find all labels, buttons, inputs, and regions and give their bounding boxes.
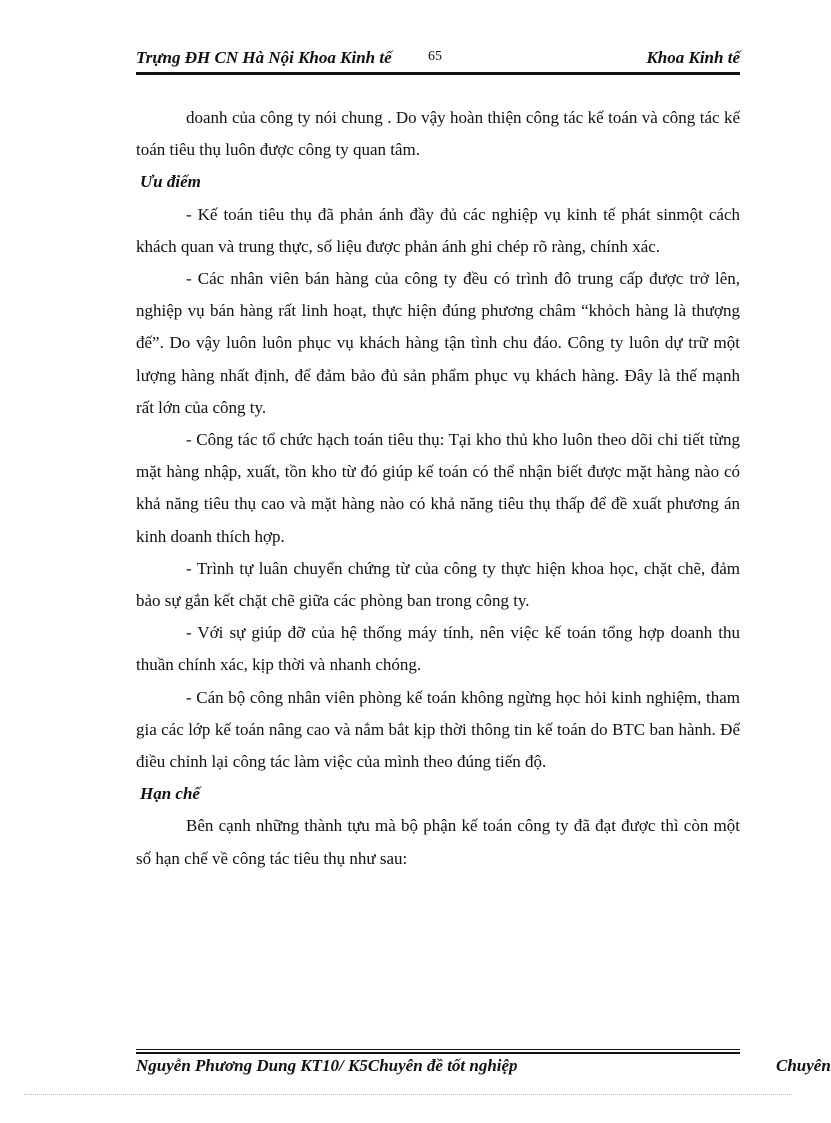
- paragraph: - Các nhân viên bán hàng của công ty đều có trình đô trung cấp được trở lên, nghiệp vụ bán hàng rất linh hoạt, thực hiện đúng phương châm “khỏch hàng là thượng đế”. Do vậy luôn luôn phục vụ khách hàng tận tình chu đáo. Công ty luôn dự trữ một lượng hàng nhất định, để đảm bảo đủ sản phẩm phục vụ khách hàng. Đây là thế mạnh rất lớn của công ty.: [136, 269, 740, 417]
- paragraph: - Cán bộ công nhân viên phòng kế toán không ngừng học hỏi kinh nghiệm, tham gia các lớp kế toán nâng cao và nắm bắt kịp thời thông tin kế toán do BTC ban hành. Để điều chỉnh lại công tác làm việc của mình theo đúng tiến độ.: [136, 687, 740, 772]
- document-body: [136, 102, 740, 875]
- footer-author: Nguyễn Phương Dung KT10/ K5Chuyên đề tốt nghiệp: [136, 1056, 518, 1075]
- page-header: [136, 48, 740, 72]
- paragraph: - Kế toán tiêu thụ đã phản ánh đầy đủ các nghiệp vụ kinh tế phát sinmột cách khách quan và trung thực, số liệu được phản ánh ghi chép rõ ràng, chính xác.: [136, 204, 740, 256]
- paragraph: - Trình tự luân chuyển chứng từ của công ty thực hiện khoa học, chặt chẽ, đảm bảo sự gắn kết chặt chẽ giữa các phòng ban trong công ty.: [136, 558, 740, 611]
- paragraph: - Công tác tổ chức hạch toán tiêu thụ: Tại kho thủ kho luôn theo dõi chi tiết từng mặt hàng nhập, xuất, tồn kho từ đó giúp kế toán có thể nhận biết được mặt hàng nào có khả năng tiêu thụ cao và mặt hàng nào có khả năng tiêu thụ thấp để đề xuất phương án kinh doanh thích hợp.: [136, 430, 740, 546]
- section-heading: Hạn chế: [140, 784, 200, 804]
- section-heading: Ưu điểm: [140, 172, 201, 192]
- page-number: 65: [428, 49, 442, 64]
- header-school: Trựng ĐH CN Hà Nội Khoa Kinh tế: [136, 48, 392, 67]
- paragraph: - Với sự giúp đỡ của hệ thống máy tính, nên việc kế toán tổng hợp doanh thu thuần chính xác, kịp thời và nhanh chóng.: [136, 623, 740, 675]
- header-department: Khoa Kinh tế: [646, 48, 740, 67]
- paragraph: Bên cạnh những thành tựu mà bộ phận kế toán công ty đã đạt được thì còn một số hạn chế về công tác tiêu thụ như sau:: [136, 816, 740, 868]
- page-edge-divider: [24, 1094, 792, 1095]
- footer-title-cut: Chuyên: [776, 1056, 831, 1075]
- header-rule: [136, 72, 740, 75]
- footer-rule-thick: [136, 1052, 740, 1054]
- footer-rule: [136, 1049, 740, 1050]
- paragraph: doanh của công ty nói chung . Do vậy hoàn thiện công tác kế toán và công tác kế toán tiêu thụ luôn được công ty quan tâm.: [136, 108, 740, 160]
